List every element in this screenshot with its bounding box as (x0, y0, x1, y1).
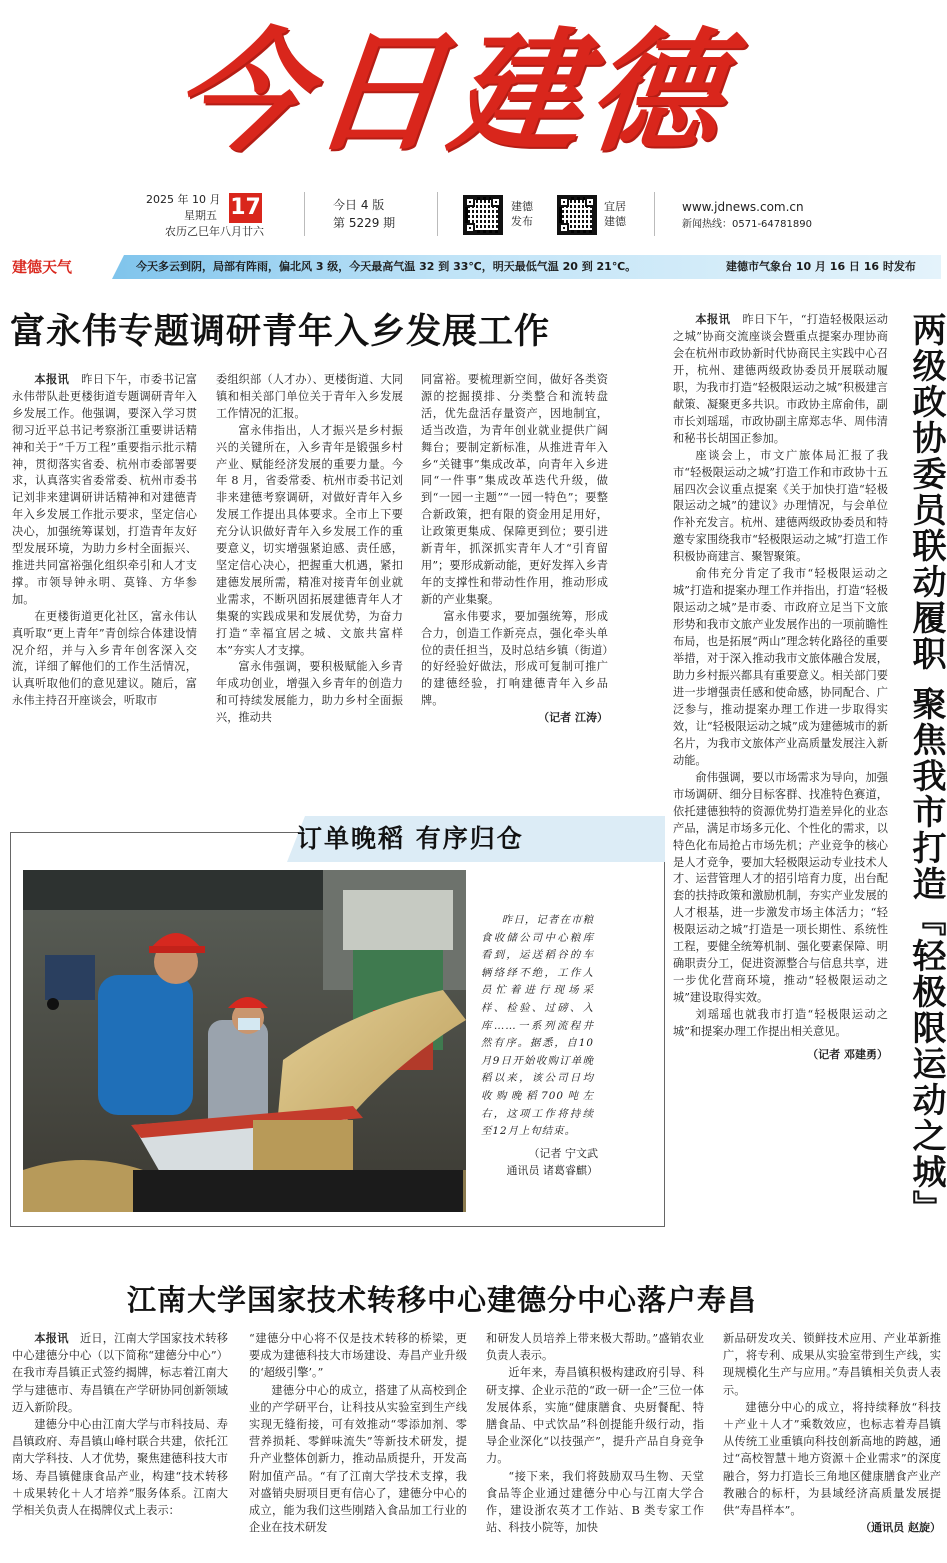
issue-weekday: 星期五 (184, 209, 217, 222)
edition-info (333, 196, 395, 232)
paragraph: 委组织部（人才办）、更楼街道、大同镇和相关部门单位关于青年入乡发展工作情况的汇报。 (216, 373, 403, 420)
lunar-date: 农历乙巳年八月廿六 (165, 225, 264, 238)
paragraph: 刘瑶瑶也就我市打造“轻极限运动之城”和提案办理工作提出相关意见。 (673, 1008, 888, 1039)
paragraph: 和研发人员培养上带来极大帮助。”盛销农业负责人表示。 (486, 1332, 704, 1363)
divider (304, 192, 305, 236)
article2-body (673, 312, 888, 1064)
byline: （记者 江涛） (538, 711, 608, 725)
paragraph: 新品研发攻关、锁鲜技术应用、产业革新推广，将专利、成果从实验室带到生产线，实现规模化生产与应用。”寿昌镇相关负责人表示。 (723, 1332, 941, 1397)
paragraph: 俞伟强调，要以市场需求为导向，加强市场调研、细分目标客群、找准特色赛道，依托建德独特的资源优势打造差异化的业态产品，满足市场多元化、个性化的需求，以特色化布局抢占市场先机；产业竞争的核心是人才竞争，要加大轻极限运动专业技术人才、运营管理人才的招引培育力度，出台配套的扶持政策和激励机制，夯实产业发展的人才根基，进一步激发市场主体活力；“轻极限运动之城”打造是一项长期性、系统性工程，要健全统筹机制、强化要素保障、明确职责分工，促进资源整合与信息共享，进一步优化营商环境，推动“轻极限运动之城”建设取得实效。 (673, 770, 888, 1005)
paragraph: “建德分中心将不仅是技术转移的桥梁，更要成为建德科技大市场建设、寿昌产业升级的‘超级引擎’。” (249, 1332, 467, 1380)
edition-count: 今日 4 版 (333, 198, 385, 212)
byline: （通讯员 赵旋） (860, 1521, 941, 1535)
photo-feature-title: 订单晚稻 有序归仓 (297, 824, 524, 853)
issue-date: 2025 年 10 月 (146, 193, 221, 206)
article1-headline: 富永伟专题调研青年入乡发展工作 (10, 312, 551, 352)
article2-vertical-headline: 两级政协委员联动履职 聚焦我市打造『轻极限运动之城』 (906, 312, 946, 1226)
paragraph: 同富裕。要梳理新空间，做好各类资源的挖掘摸排、分类整合和流转盘活，优先盘活存量资产，因地制宜，适当改造，为青年创业就业提供广阔舞台；要制定新标准，从推进青年入乡“关键事”集成改革，向青年入乡进同“一件事”集成改革迭代升级，做到“一园一主题”“一园一特色”；要整合新政策，把有限的资金用足用好，让政策更集成、保障更到位；要引进新青年，抓深抓实青年人才“引育留用”；要形成新动能，更好发挥入乡青年的支撑性和带动性作用，推动形成新的产业集聚。 (421, 373, 608, 606)
weather-forecast: 今天多云到阴，局部有阵雨，偏北风 3 级，今天最高气温 32 到 33℃，明天最低气温 20 到 21℃。 (136, 260, 637, 273)
byline: （记者 邓建勇） (807, 1047, 888, 1061)
photo-caption (481, 912, 594, 1141)
photo-credit (481, 1145, 598, 1179)
divider (654, 192, 655, 236)
paragraph: 富永伟强调，要积极赋能入乡青年成功创业，增强入乡青年的创造力和可持续发展能力，助力乡村全面振兴，推动共 (216, 660, 403, 725)
weather-source: 建德市气象台 10 月 16 日 16 时发布 (726, 260, 916, 273)
lead-tag: 本报讯 (695, 313, 731, 326)
paragraph: 建德分中心由江南大学与市科技局、寿昌镇政府、寿昌镇山峰村联合共建，依托江南大学科技、人才优势，聚焦建德科技大市场、寿昌镇健康食品产业，构建“技术转移＋成果转化＋人才培养”服务体系。江南大学相关负责人在揭牌仪式上表示： (12, 1418, 228, 1518)
weather-label: 建德天气 (12, 258, 73, 276)
article1-col1 (12, 372, 197, 710)
article3-col4 (723, 1330, 941, 1536)
article3-col2 (249, 1330, 467, 1536)
lead-tag: 本报讯 (34, 373, 70, 386)
article1-col3 (421, 372, 608, 727)
paragraph: 昨日下午，“打造轻极限运动之城”协商交流座谈会暨重点提案办理协商会在杭州市政协新时代协商民主实践中心召开，杭州、建德两级政协委员开展联动履职，为我市打造“轻极限运动之城”积极建言献策、凝聚更多共识。市政协主席俞伟，副市长刘瑶瑶，市政协副主席郑志华、周伟清和秘书长胡国正参加。 (673, 313, 888, 445)
credit-line: （记者 宁文武 (528, 1147, 598, 1160)
issue-number: 第 5229 期 (333, 216, 396, 230)
newspaper-title: 今日建德 (166, 15, 736, 170)
paragraph: 建德分中心的成立，搭建了从高校到企业的产学研平台，让科技从实验室到生产线实现无缝衔接，可有效推动“零添加剂、零营养损耗、零鲜味流失”等新技术研发，提升产业整体创新力，推动品质提升，开发高附加值产品。“有了江南大学技术支撑，我对盛销央厨项目更有信心了，建德分中心的成立，能为我们这些刚踏入食品加工行业的企业在技术研发 (249, 1383, 467, 1535)
lead-tag: 本报讯 (34, 1332, 69, 1345)
news-hotline: 新闻热线：0571-64781890 (682, 219, 812, 230)
qr-label-jiande-release: 建德 发布 (511, 200, 533, 228)
paragraph: 俞伟充分肯定了我市“轻极限运动之城”打造和提案办理工作并指出，打造“轻极限运动之城”是市委、市政府立足当下文旅形势和我市文旅产业发展作出的一项前瞻性布局，也是拓展“两山”理念转化路径的重要举措，对于深入推动我市文旅体融合发展，助力乡村振兴都具有重要意义。相关部门要进一步增强责任感和使命感，协同配合、广泛参与，推动提案办理工作进一步取得实效，让“轻极限运动之城”成为建德城市的新名片，为我市文旅体产业高质量发展注入新动能。 (673, 567, 888, 767)
paragraph: 富永伟要求，要加强统筹，形成合力，创造工作新亮点，强化牵头单位的责任担当，及时总结乡镇（街道）的好经验好做法，形成可复制可推广的建德经验，打响建德青年入乡品牌。 (421, 609, 608, 708)
caption-text: 昨日，记者在市粮食收储公司中心粮库看到，运送稻谷的车辆络绎不绝，工作人员忙着进行现场采样、检验、过磅、入库……一系列流程井然有序。据悉，自10月9日开始收购订单晚稻以来，该公司日均收购晚稻700吨左右，这项工作将持续至12月上旬结束。 (481, 914, 594, 1138)
article3-headline: 江南大学国家技术转移中心建德分中心落户寿昌 (127, 1283, 758, 1317)
paragraph: 近日，江南大学国家技术转移中心建德分中心（以下简称“建德分中心”）在我市寿昌镇正式签约揭牌，标志着江南大学与建德市、寿昌镇在产学研协同创新领域迈入新阶段。 (12, 1332, 228, 1414)
paragraph: 近年来，寿昌镇积极构建政府引导、科研支撑、企业示范的“政一研一企”三位一体发展体系，实施“健康膳食、央厨餐配、特膳食品、中式饮品”科创提能升级行动，指导企业深化“以技强产”，提升产品自身竞争力。 (486, 1366, 704, 1466)
article3-col1 (12, 1330, 228, 1519)
paragraph: 建德分中心的成立，将持续释放“科技＋产业＋人才”乘数效应，也标志着寿昌镇从传统工业重镇向科技创新高地的跨越，通过“高校智慧＋地方资源＋企业需求”的深度融合，努力打造长三角地区健康膳食产业产教融合的标杆，为县域经济高质量发展提供“寿昌样本”。 (723, 1400, 941, 1518)
website-link[interactable]: www.jdnews.com.cn (682, 200, 804, 214)
qr-code-icon[interactable] (557, 195, 597, 235)
article3-col3 (486, 1330, 704, 1536)
divider (437, 192, 438, 236)
paragraph: “接下来，我们将鼓励双马生物、天堂食品等企业通过建德分中心与江南大学合作，建设浙农英才工作站、B 类专家工作站、科技小院等，加快 (486, 1469, 704, 1535)
paragraph: 富永伟指出，人才振兴是乡村振兴的关键所在，入乡青年是锻强乡村产业、赋能经济发展的重要力量。今年 8 月，省委常委、杭州市委书记刘非来建德考察调研，对做好青年入乡发展工作提出具体要求。全市上下要充分认识做好青年入乡发展工作的重要意义，切实增强紧迫感、责任感，坚定信心决心，把握重大机遇，紧扣建德发展所需，精准对接青年创业就业需求，不断巩固拓展建德青年人才集聚的实践成果和发展优势，为奋力打造“幸福宜居之城、文旅共富样本”夯实人才支撑。 (216, 423, 403, 657)
credit-line: 通讯员 诸葛睿麒） (506, 1164, 598, 1177)
masthead (0, 0, 947, 250)
qr-label-livable-jiande: 宜居 建德 (604, 200, 626, 228)
paragraph: 昨日下午，市委书记富永伟带队赴更楼街道专题调研青年入乡发展工作。他强调，要深入学习贯彻习近平总书记考察浙江重要讲话精神和关于“千万工程”重要指示批示精神，贯彻落实省委、杭州市委部署要求，认真落实省委常委、杭州市委书记刘非来建调研讲话精神和对建德青年入乡发展工作批示要求，坚定信心决心，加强统筹谋划，打造青年友好型发展环境，为助力乡村全面振兴、推进共同富裕强化组织牵引和人才支撑。市领导钟永明、莫锋、方华参加。 (12, 373, 197, 606)
issue-day: 17 (229, 193, 262, 223)
qr-code-icon[interactable] (463, 195, 503, 235)
paragraph: 座谈会上，市文广旅体局汇报了我市“轻极限运动之城”打造工作和市政协十五届四次会议重点提案《关于加快打造“轻极限运动之城”的建议》办理情况，与会单位作补充发言。杭州、建德两级政协委员和特邀专家围绕我市“轻极限运动之城”打造工作积极协商建言、聚智聚策。 (673, 448, 888, 564)
paragraph: 在更楼街道更化社区，富永伟认真听取“更上青年”青创综合体建设情况介绍，并与入乡青年创客深入交流，详细了解他们的工作生活情况，认真听取他们的意见建议。随后，富永伟主持召开座谈会，听取市 (12, 609, 197, 708)
article1-col2 (216, 372, 403, 727)
rice-intake-photo (23, 870, 466, 1212)
